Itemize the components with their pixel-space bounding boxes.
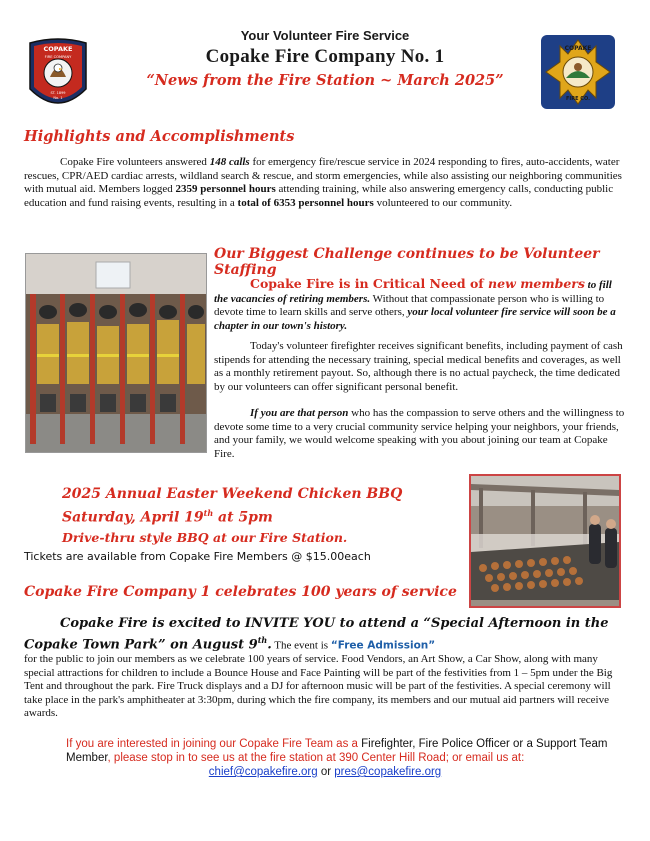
bbq-date-text: Saturday, April 19 [62, 509, 204, 526]
footer-text-a: If you are interested in joining our Copake Fire Team as a [66, 738, 362, 750]
patch-left-top-text: COPAKE [43, 45, 73, 53]
staffing-text-rest: Without that compassionate person who is willing to devote time to learn skills and serve others, [214, 292, 605, 318]
footer-roles: Firefighter, Fire Police Officer or a Support Team Member [66, 738, 608, 764]
patch-left-band-text: FIRE COMPANY [44, 55, 72, 59]
highlights-text-c: attending training, while also answering emergency calls, conducting public education and fund raising events, resulting in a [24, 183, 614, 209]
staffing-text-p3: who has the compassion to serve others and the willingness to devote some time to a very crucial community service helping your neighbors, your friends, and your family, we would welcome speaking with you about joining our team at Copake Fire. [214, 407, 625, 460]
patch-left-county-text: COLUMBIA COUNTY N.Y. [39, 104, 77, 108]
highlights-text-d: volunteered to our community. [373, 196, 513, 209]
page-title: Copake Fire Company No. 1 [205, 46, 445, 67]
subtitle: Your Volunteer Fire Service [240, 28, 410, 43]
bbq-date [62, 508, 273, 526]
centennial-heading: Copake Fire Company 1 celebrates 100 years of service [24, 584, 457, 600]
vacancies-text: to fill the vacancies of retiring members. [214, 279, 612, 305]
patch-right-top-text: COPAKE [564, 45, 592, 52]
highlights-text-b: for emergency fire/rescue service in 2024 responding to fires, auto-accidents, water rescues, CPR/AED cardiac arrests, wildland search & rescue, and storm emergencies, while also assisting our neighboring communities with mutual aid. Members logged [24, 156, 622, 195]
centennial-body-a: The event is [271, 639, 331, 652]
chicken-bbq-photo [469, 474, 621, 608]
patch-right-bottom-text: FIRE CO. [566, 96, 590, 102]
staffing-heading: Our Biggest Challenge continues to be Volunteer Staffing [214, 246, 600, 278]
centennial-invite [24, 615, 624, 654]
staffing-paragraph-3 [214, 407, 626, 461]
critical-need-text: Copake Fire is in Critical Need of [250, 276, 489, 291]
bbq-title: 2025 Annual Easter Weekend Chicken BBQ [62, 486, 403, 502]
patch-left-bottom-text: No. 1 [53, 96, 63, 100]
bbq-time-text: at 5pm [213, 509, 273, 526]
patch-left-mid-text: ST. 1899 [50, 91, 66, 95]
footer-emails [0, 765, 650, 779]
highlights-text-a: Copake Fire volunteers answered [60, 156, 210, 168]
bbq-tickets: Tickets are available from Copake Fire Members @ $15.00each [24, 550, 371, 563]
footer-text-c: , please stop in to see us at the fire station at 390 Center Hill Road; or email us at: [107, 752, 525, 764]
centennial-date-suffix: th [257, 635, 268, 645]
total-hours: total of 6353 personnel hours [237, 196, 374, 209]
personnel-hours: 2359 personnel hours [175, 183, 276, 195]
calls-count: 148 calls [209, 156, 250, 168]
centennial-invite-text: Copake Fire is excited to INVITE YOU to attend a “Special Afternoon in the Copake Town Park” on August 9 [24, 616, 609, 653]
chief-email-link[interactable]: chief@copakefire.org [208, 766, 318, 778]
that-person-text: If you are that person [250, 407, 349, 419]
highlights-heading: Highlights and Accomplishments [24, 128, 295, 145]
footer-invite [66, 737, 630, 765]
highlights-paragraph [24, 156, 624, 210]
staffing-paragraph-2: Today's volunteer firefighter receives significant benefits, including payment of cash stipends for attending the necessary training, special medical benefits and coverages, as well as a monthly retirement payout. So, although there is no actual paycheck, the time dedicated by our volunteers can offer significant personal benefit. [214, 340, 623, 393]
turnout-gear-photo [25, 253, 207, 453]
footer-or: or [317, 766, 335, 778]
bbq-date-suffix: th [203, 508, 214, 518]
maltese-cross-logo [540, 34, 616, 110]
new-members-text: new members [488, 276, 585, 291]
pres-email-link[interactable]: pres@copakefire.org [334, 766, 442, 778]
news-line: “News from the Fire Station ~ March 2025” [146, 72, 504, 89]
centennial-body: for the public to join our members as we celebrate 100 years of service. Food Vendors, an Art Show, a Car Show, along with many special attractions for children to include a Bounce House and Face Painting will be part of the festivities from 1 – 5pm under the Big Tent and throughout the park. Fire Truck displays and a DJ for afternoon music will be part of the festivities. A special ceremony will take place in the park's amphitheater at 3:30pm, during which the fire company, its members and our mutual aid partners will receive awards. [24, 653, 613, 720]
chapter-history-text: your local volunteer fire service will soon be a chapter in our town's history. [214, 306, 616, 332]
staffing-paragraph-1 [214, 277, 626, 333]
bbq-drive-thru: Drive-thru style BBQ at our Fire Station. [62, 530, 348, 545]
fire-company-patch-logo [26, 37, 90, 113]
centennial-block [24, 615, 624, 721]
free-admission-text: “Free Admission” [330, 639, 436, 652]
centennial-invite-end: . [267, 637, 272, 653]
